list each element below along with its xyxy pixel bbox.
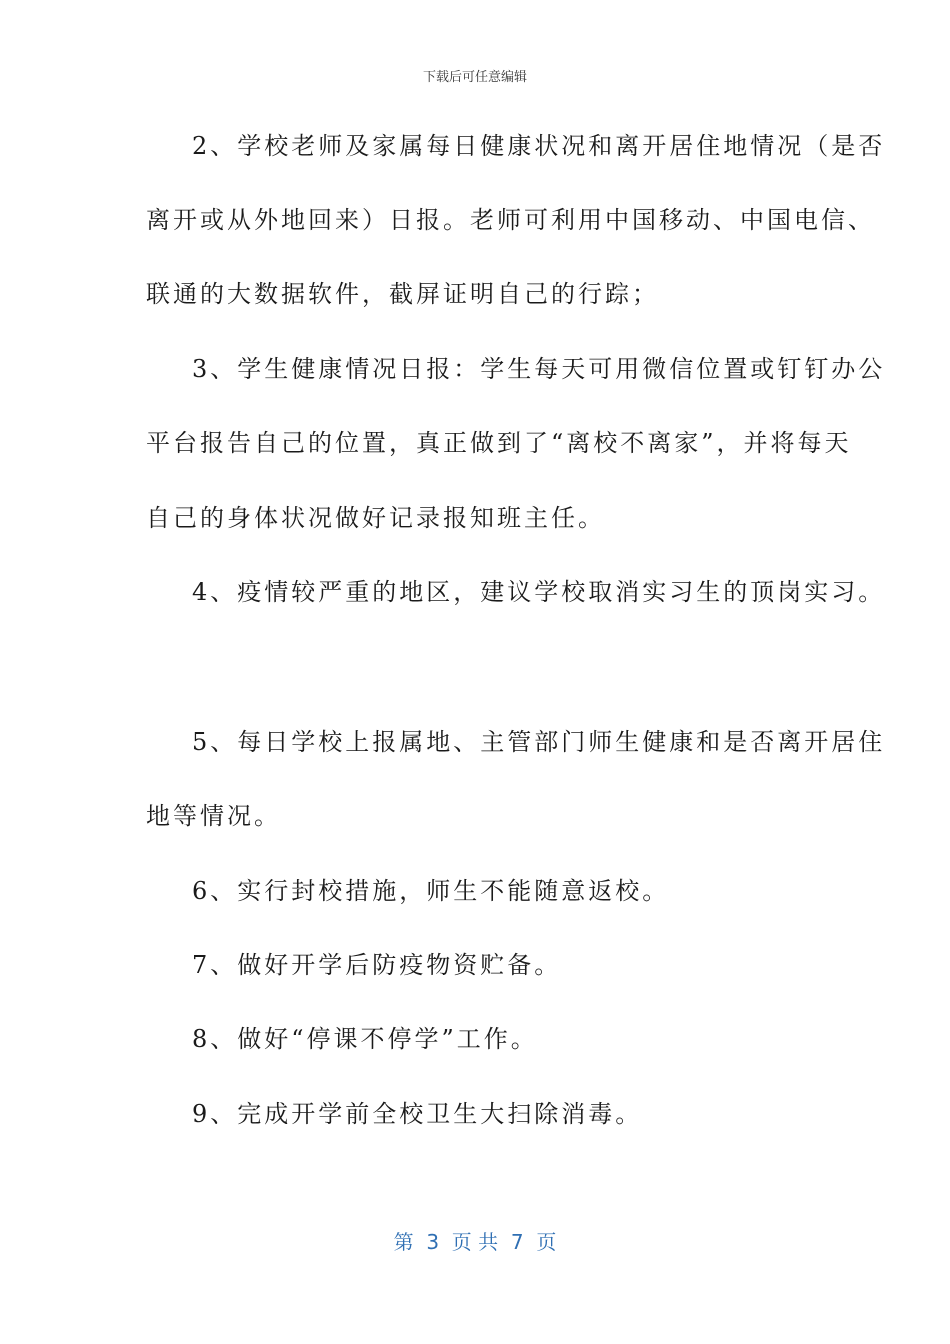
paragraph-5-line-2: 地等情况。 (146, 802, 281, 830)
paragraph-5-line-1: 5、每日学校上报属地、主管部门师生健康和是否离开居住 (192, 728, 886, 756)
paragraph-8-line-1: 8、做好“停课不停学”工作。 (192, 1025, 538, 1053)
paragraph-9-line-1: 9、完成开学前全校卫生大扫除消毒。 (192, 1100, 643, 1128)
paragraph-2-line-2: 离开或从外地回来）日报。老师可利用中国移动、中国电信、 (146, 206, 875, 234)
paragraph-4-line-1: 4、疫情较严重的地区，建议学校取消实习生的顶岗实习。 (192, 578, 886, 606)
paragraph-2-line-3: 联通的大数据软件，截屏证明自己的行踪； (146, 280, 659, 308)
page-number-footer: 第 3 页 共 7 页 (393, 1230, 557, 1254)
header-note: 下载后可任意编辑 (422, 70, 527, 85)
paragraph-3-line-3: 自己的身体状况做好记录报知班主任。 (146, 504, 605, 532)
paragraph-6-line-1: 6、实行封校措施，师生不能随意返校。 (192, 877, 670, 905)
paragraph-2-line-1: 2、学校老师及家属每日健康状况和离开居住地情况（是否 (192, 132, 886, 160)
paragraph-3-line-2: 平台报告自己的位置，真正做到了“离校不离家”，并将每天 (146, 429, 852, 457)
paragraph-7-line-1: 7、做好开学后防疫物资贮备。 (192, 951, 562, 979)
paragraph-3-line-1: 3、学生健康情况日报：学生每天可用微信位置或钉钉办公 (192, 355, 886, 383)
